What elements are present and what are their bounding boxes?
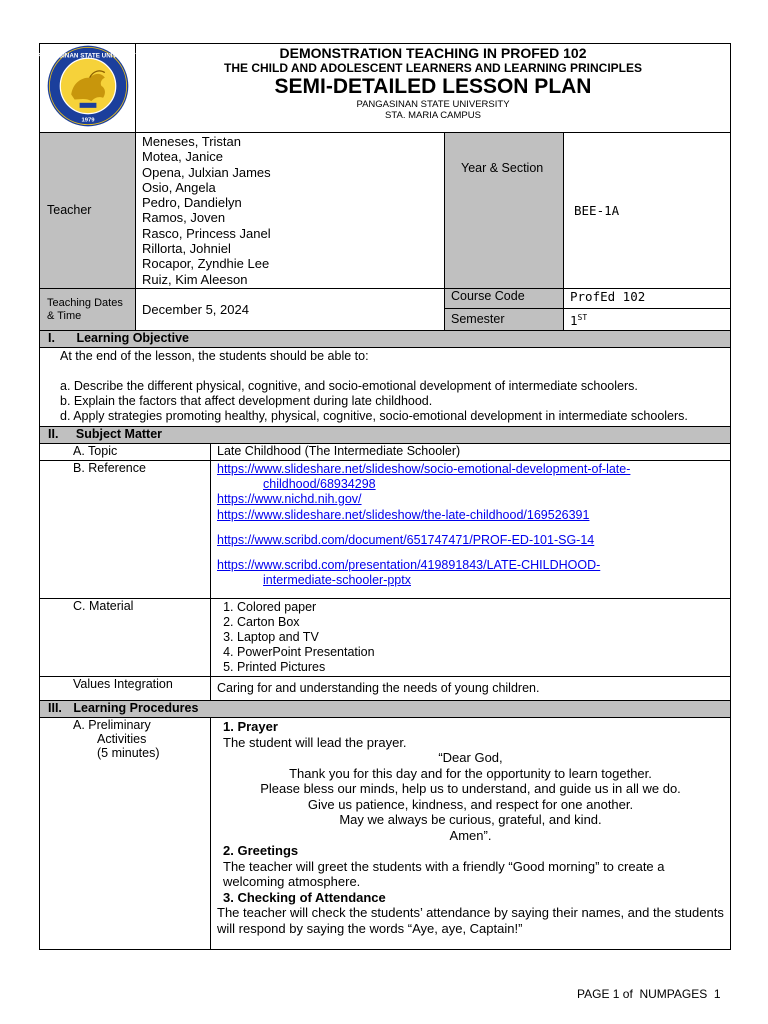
prayer-line: Amen”.: [449, 827, 492, 843]
prayer-heading: 1. Prayer: [223, 719, 278, 734]
material-list: [217, 600, 724, 675]
reference-link[interactable]: https://www.nichd.nih.gov/: [217, 492, 362, 506]
topic-row: [40, 444, 731, 461]
lesson-plan-document: [36, 43, 730, 950]
reference-label: B. Reference: [40, 461, 211, 599]
teacher-name: Rocapor, Zyndhie Lee: [142, 256, 270, 272]
reference-link[interactable]: https://www.scribd.com/document/651747471/PROF-ED-101-SG-14: [217, 533, 595, 547]
preliminary-label-line2: Activities: [97, 732, 147, 746]
header-university: PANGASINAN STATE UNIVERSITY: [356, 99, 510, 110]
section-number: I.: [48, 331, 55, 345]
objective-item: d. Apply strategies promoting healthy, physical, cognitive, socio-emotional development in intermediate schoolers.: [60, 409, 688, 423]
section-title: Subject Matter: [75, 427, 163, 441]
section-subject-heading: [40, 427, 731, 444]
header-title-line1: DEMONSTRATION TEACHING IN PROFED 102: [279, 45, 587, 61]
seal-year: 1979: [80, 117, 95, 124]
section-procedures-heading-row: [40, 701, 731, 718]
header-main-title: SEMI-DETAILED LESSON PLAN: [274, 75, 592, 98]
material-item: 3. Laptop and TV: [237, 630, 724, 645]
values-label: Values Integration: [40, 677, 211, 701]
teacher-name: Pedro, Dandielyn: [142, 195, 242, 211]
teacher-name: Motea, Janice: [142, 149, 223, 165]
attendance-heading: 3. Checking of Attendance: [223, 889, 386, 905]
teacher-name: Rillorta, Johniel: [142, 241, 231, 257]
teacher-name: Rasco, Princess Janel: [142, 225, 271, 241]
reference-link[interactable]: https://www.slideshare.net/slideshow/socio-emotional-development-of-late-: [217, 462, 631, 476]
teacher-name: Meneses, Tristan: [142, 134, 241, 149]
reference-link[interactable]: https://www.slideshare.net/slideshow/the-late-childhood/169526391: [217, 508, 590, 522]
teacher-names-cell: [136, 133, 445, 289]
topic-value: Late Childhood (The Intermediate Schooler): [211, 444, 731, 461]
semester-value: 1: [570, 313, 578, 329]
teacher-row: [40, 133, 731, 289]
semester-superscript: ST: [577, 313, 588, 323]
prayer-line: Please bless our minds, help us to understand, and guide us in all we do.: [260, 781, 681, 796]
year-section-value: BEE-1A: [564, 133, 731, 289]
section-procedures-heading: [40, 701, 731, 718]
objective-content-row: [40, 348, 731, 427]
material-item: 2. Carton Box: [237, 615, 724, 630]
material-label: C. Material: [40, 599, 211, 677]
prayer-line: “Dear God,: [438, 750, 503, 765]
material-item: 1. Colored paper: [237, 600, 724, 615]
section-objective-heading-row: [40, 331, 731, 348]
objective-content: [40, 348, 731, 427]
university-seal-logo: [36, 44, 139, 128]
semester-value-cell: [564, 309, 731, 331]
material-list-cell: [211, 599, 731, 677]
seal-ring-text: PANGASINAN STATE UNIVERSITY: [36, 52, 139, 60]
greetings-heading: 2. Greetings: [223, 843, 299, 858]
teacher-name: Ramos, Joven: [142, 210, 226, 226]
teaching-dates-label-line1: Teaching Dates: [47, 296, 123, 309]
section-objective-heading: [40, 331, 731, 348]
objective-item: a. Describe the different physical, cognitive, and socio-emotional development of intermediate schoolers.: [60, 379, 638, 393]
preliminary-row: [40, 718, 731, 950]
greetings-text: The teacher will greet the students with a friendly “Good morning” to create a welcoming atmosphere.: [223, 858, 665, 889]
section-title: Learning Procedures: [73, 701, 199, 715]
page-footer: PAGE 1 of NUMPAGES 1: [577, 987, 721, 1001]
teacher-name: Osio, Angela: [142, 179, 216, 195]
values-value: Caring for and understanding the needs of young children.: [211, 677, 731, 701]
year-section-label: Year & Section: [445, 133, 564, 289]
values-row: [40, 677, 731, 701]
material-row: [40, 599, 731, 677]
prayer-line: Thank you for this day and for the opportunity to learn together.: [289, 765, 652, 781]
course-code-value: ProfEd 102: [564, 289, 731, 309]
logo-cell: [36, 44, 139, 133]
header-row: [40, 44, 731, 133]
preliminary-label-line1: A. Preliminary: [73, 718, 151, 732]
section-number: III.: [48, 701, 62, 715]
teaching-dates-label: [40, 289, 136, 331]
header-title-cell: [136, 44, 731, 133]
material-item: 5. Printed Pictures: [237, 660, 724, 675]
objective-intro: At the end of the lesson, the students should be able to:: [60, 349, 369, 363]
dates-course-row: [40, 289, 731, 309]
reference-list: [211, 461, 731, 599]
section-subject-heading-row: [40, 427, 731, 444]
preliminary-label-line3: (5 minutes): [97, 746, 160, 760]
course-code-label: Course Code: [445, 289, 564, 309]
material-item: 4. PowerPoint Presentation: [237, 645, 724, 660]
prayer-intro: The student will lead the prayer.: [223, 734, 407, 750]
semester-label: Semester: [445, 309, 564, 331]
teacher-name: Ruiz, Kim Aleeson: [142, 271, 248, 287]
reference-link-continuation[interactable]: intermediate-schooler-pptx: [263, 573, 411, 587]
preliminary-content: [211, 718, 731, 950]
teaching-dates-value: December 5, 2024: [136, 289, 445, 331]
section-title: Learning Objective: [76, 331, 189, 345]
reference-row: [40, 461, 731, 599]
teacher-label: Teacher: [40, 133, 136, 289]
reference-link-continuation[interactable]: childhood/68934298: [263, 477, 376, 491]
teaching-dates-label-line2: & Time: [47, 309, 82, 322]
section-number: II.: [48, 427, 59, 441]
prayer-line: May we always be curious, grateful, and kind.: [339, 812, 602, 827]
teacher-name: Opena, Julxian James: [142, 164, 271, 180]
reference-link[interactable]: https://www.scribd.com/presentation/419891843/LATE-CHILDHOOD-: [217, 558, 601, 572]
preliminary-label: [40, 718, 211, 950]
topic-label: A. Topic: [40, 444, 211, 461]
prayer-line: Give us patience, kindness, and respect for one another.: [307, 796, 634, 812]
objective-item: b. Explain the factors that affect development during late childhood.: [60, 394, 433, 408]
header-title-line2: THE CHILD AND ADOLESCENT LEARNERS AND LEARNING PRINCIPLES: [224, 61, 643, 75]
header-campus: STA. MARIA CAMPUS: [385, 110, 481, 121]
attendance-text: The teacher will check the students’ attendance by saying their names, and the students will respond by saying the words “Aye, aye, Captain!”: [217, 905, 724, 936]
lesson-plan-table: [36, 43, 731, 950]
